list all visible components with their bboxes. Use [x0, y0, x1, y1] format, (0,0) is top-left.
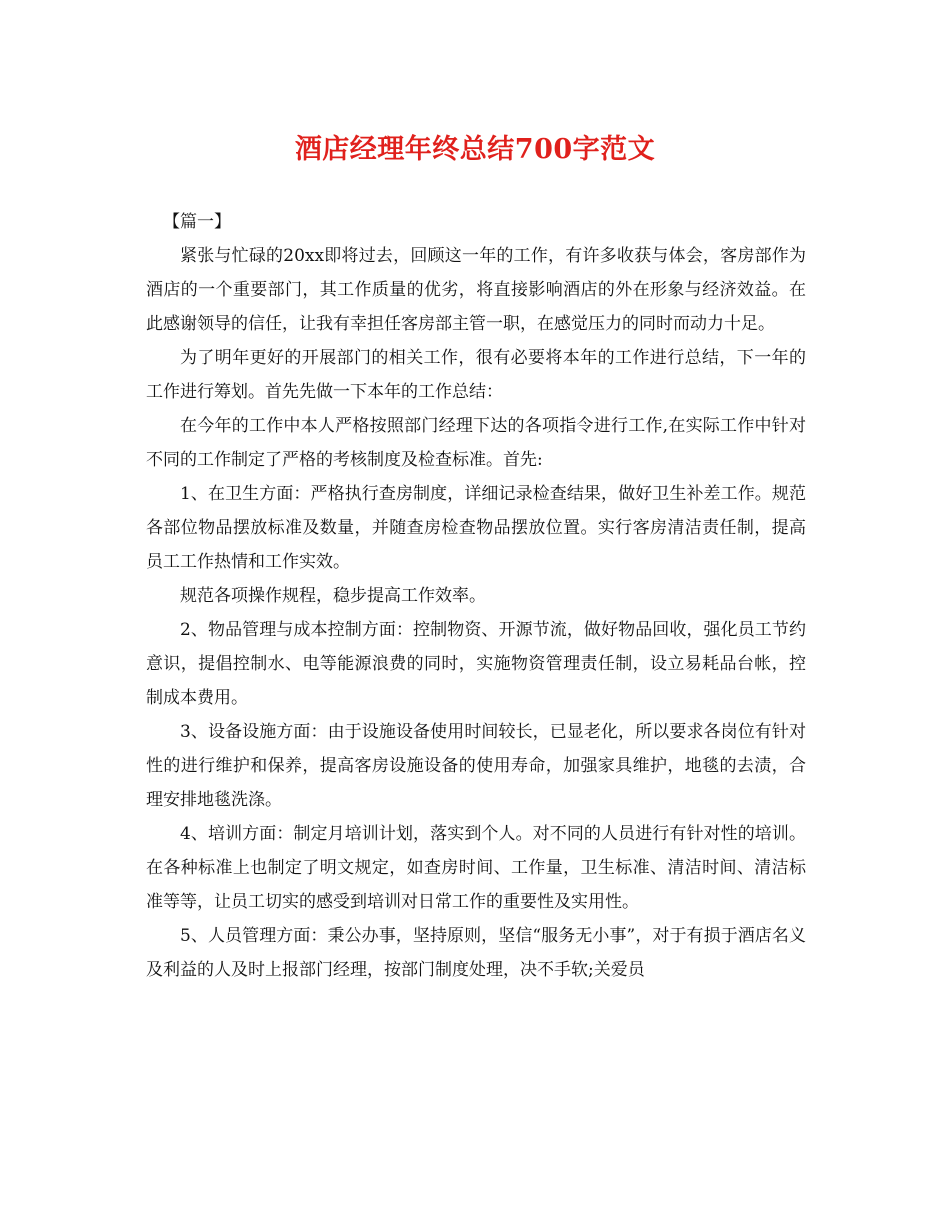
paragraph: 在今年的工作中本人严格按照部门经理下达的各项指令进行工作,在实际工作中针对不同的工作制定了严格的考核制度及检查标准。首先:: [146, 416, 806, 470]
paragraph: 规范各项操作规程，稳步提高工作效率。: [180, 586, 486, 606]
paragraph: 紧张与忙碌的20xx即将过去，回顾这一年的工作，有许多收获与体会，客房部作为酒店的一个重要部门，其工作质量的优劣，将直接影响酒店的外在形象与经济效益。在此感谢领导的信任，让我有幸担任客房部主管一职，在感觉压力的同时而动力十足。: [146, 246, 806, 334]
paragraph: 为了明年更好的开展部门的相关工作，很有必要将本年的工作进行总结，下一年的工作进行筹划。首先先做一下本年的工作总结：: [146, 348, 806, 402]
page-title: 酒店经理年终总结700字范文: [294, 134, 656, 165]
paragraph: 3、设备设施方面：由于设施设备使用时间较长，已显老化，所以要求各岗位有针对性的进行维护和保养，提高客房设施设备的使用寿命，加强家具维护，地毯的去渍，合理安排地毯洗涤。: [146, 722, 806, 810]
paragraph: 5、人员管理方面：秉公办事，坚持原则，坚信“服务无小事”，对于有损于酒店名义及利益的人及时上报部门经理，按部门制度处理，决不手软;关爱员: [146, 926, 806, 980]
paragraph: 1、在卫生方面：严格执行查房制度，详细记录检查结果，做好卫生补差工作。规范各部位物品摆放标准及数量，并随查房检查物品摆放位置。实行客房清洁责任制，提高员工工作热情和工作实效。: [146, 484, 806, 572]
paragraph: 4、培训方面：制定月培训计划，落实到个人。对不同的人员进行有针对性的培训。在各种标准上也制定了明文规定，如查房时间、工作量，卫生标准、清洁时间、清洁标准等等，让员工切实的感受到培训对日常工作的重要性及实用性。: [146, 824, 806, 912]
paragraph: 2、物品管理与成本控制方面：控制物资、开源节流，做好物品回收，强化员工节约意识，提倡控制水、电等能源浪费的同时，实施物资管理责任制，设立易耗品台帐，控制成本费用。: [146, 620, 806, 708]
document-body: [146, 205, 806, 987]
section-heading: 【篇一】: [163, 212, 231, 232]
